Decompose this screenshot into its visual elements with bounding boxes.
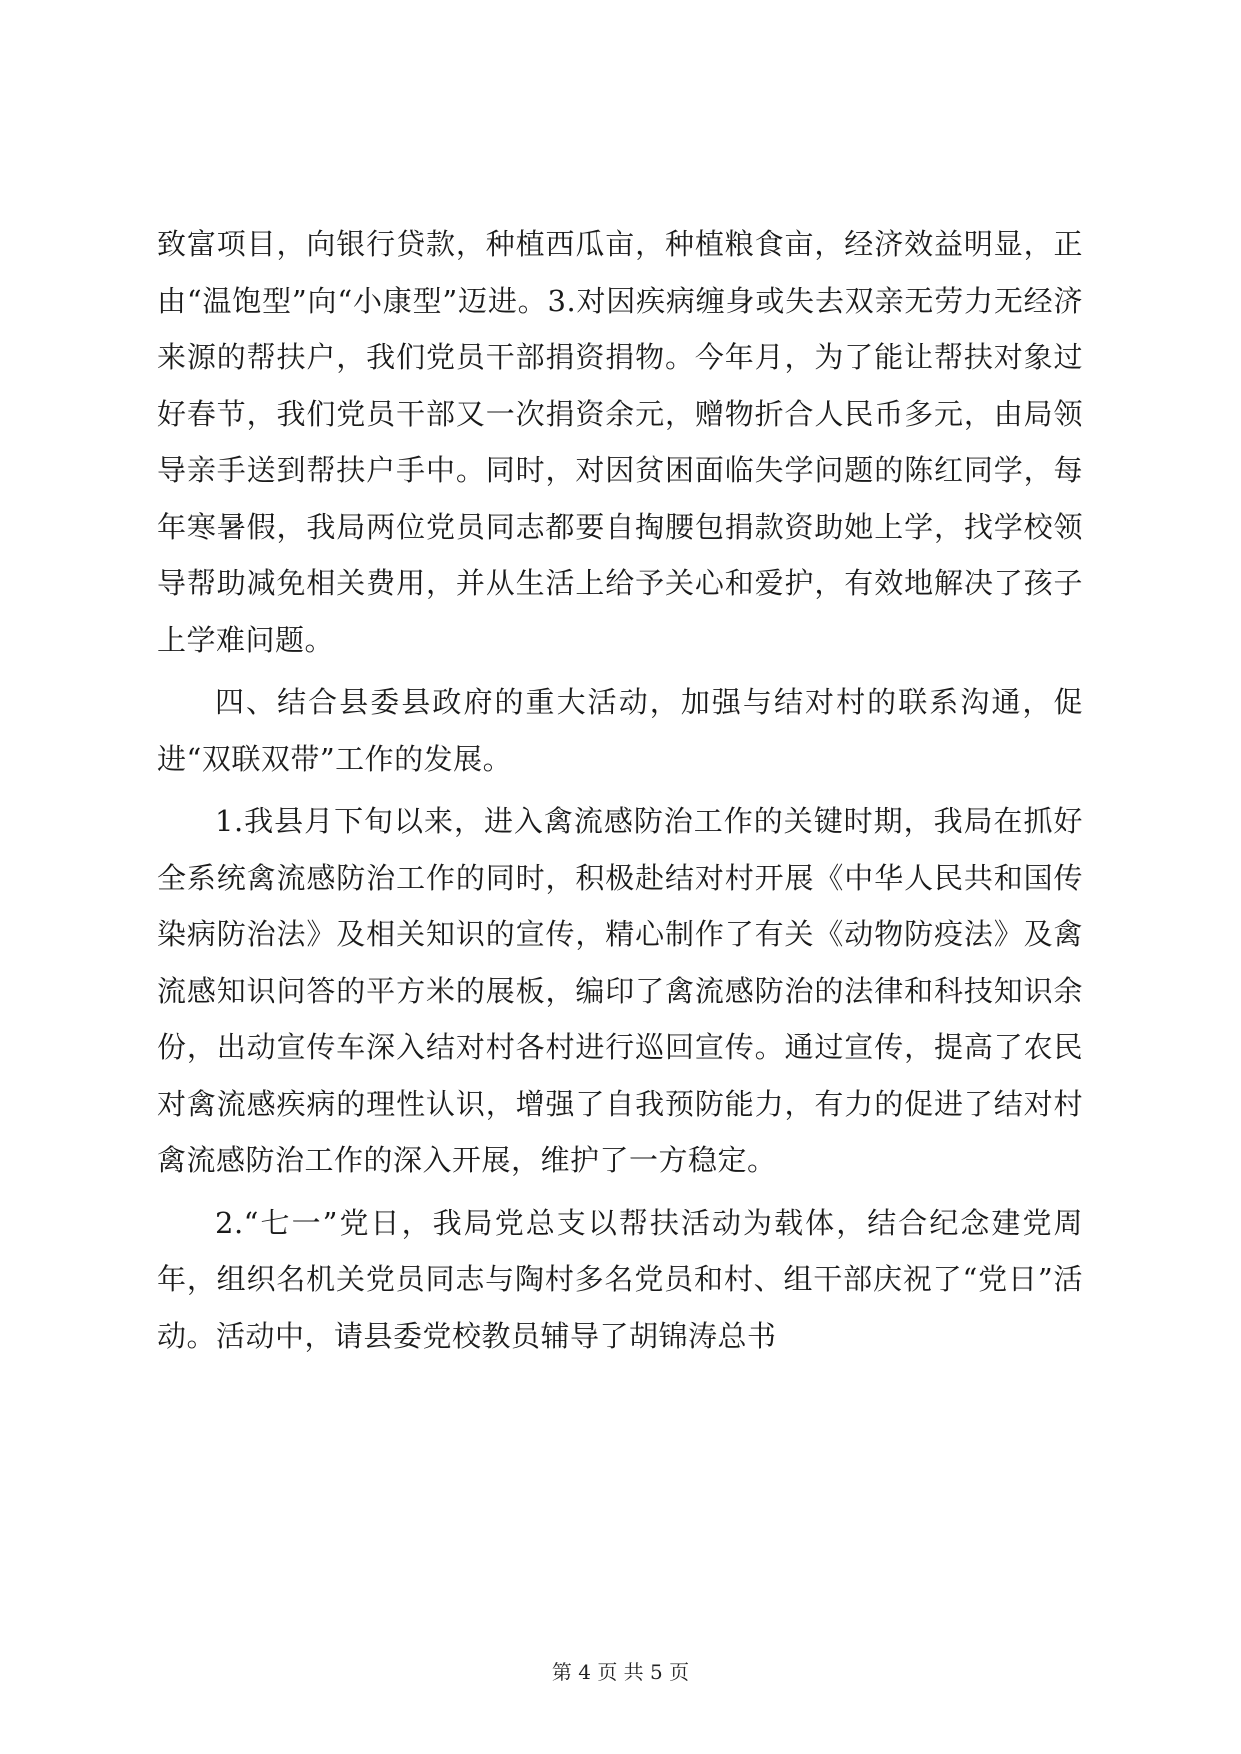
document-body bbox=[157, 216, 1083, 1364]
paragraph-item-1: 1.我县月下旬以来，进入禽流感防治工作的关键时期，我局在抓好全系统禽流感防治工作的同时，积极赴结对村开展《中华人民共和国传染病防治法》及相关知识的宣传，精心制作了有关《动物防疫法》及禽流感知识问答的平方米的展板，编印了禽流感防治的法律和科技知识余份，出动宣传车深入结对村各村进行巡回宣传。通过宣传，提高了农民对禽流感疾病的理性认识，增强了自我预防能力，有力的促进了结对村禽流感防治工作的深入开展，维护了一方稳定。 bbox=[157, 804, 1083, 1177]
paragraph-continuation: 致富项目，向银行贷款，种植西瓜亩，种植粮食亩，经济效益明显，正由“温饱型”向“小康型”迈进。3.对因疾病缠身或失去双亲无劳力无经济来源的帮扶户，我们党员干部捐资捐物。今年月，为了能让帮扶对象过好春节，我们党员干部又一次捐资余元，赠物折合人民币多元，由局领导亲手送到帮扶户手中。同时，对因贫困面临失学问题的陈红同学，每年寒暑假，我局两位党员同志都要自掏腰包捐款资助她上学，找学校领导帮助减免相关费用，并从生活上给予关心和爱护，有效地解决了孩子上学难问题。 bbox=[157, 227, 1083, 657]
page-number-footer: 第 4 页 共 5 页 bbox=[551, 1660, 690, 1684]
paragraph-item-2: 2.“七一”党日，我局党总支以帮扶活动为载体，结合纪念建党周年，组织名机关党员同志与陶村多名党员和村、组干部庆祝了“党日”活动。活动中，请县委党校教员辅导了胡锦涛总书 bbox=[157, 1205, 1083, 1353]
paragraph-section-heading: 四、结合县委县政府的重大活动，加强与结对村的联系沟通，促进“双联双带”工作的发展。 bbox=[157, 685, 1083, 776]
